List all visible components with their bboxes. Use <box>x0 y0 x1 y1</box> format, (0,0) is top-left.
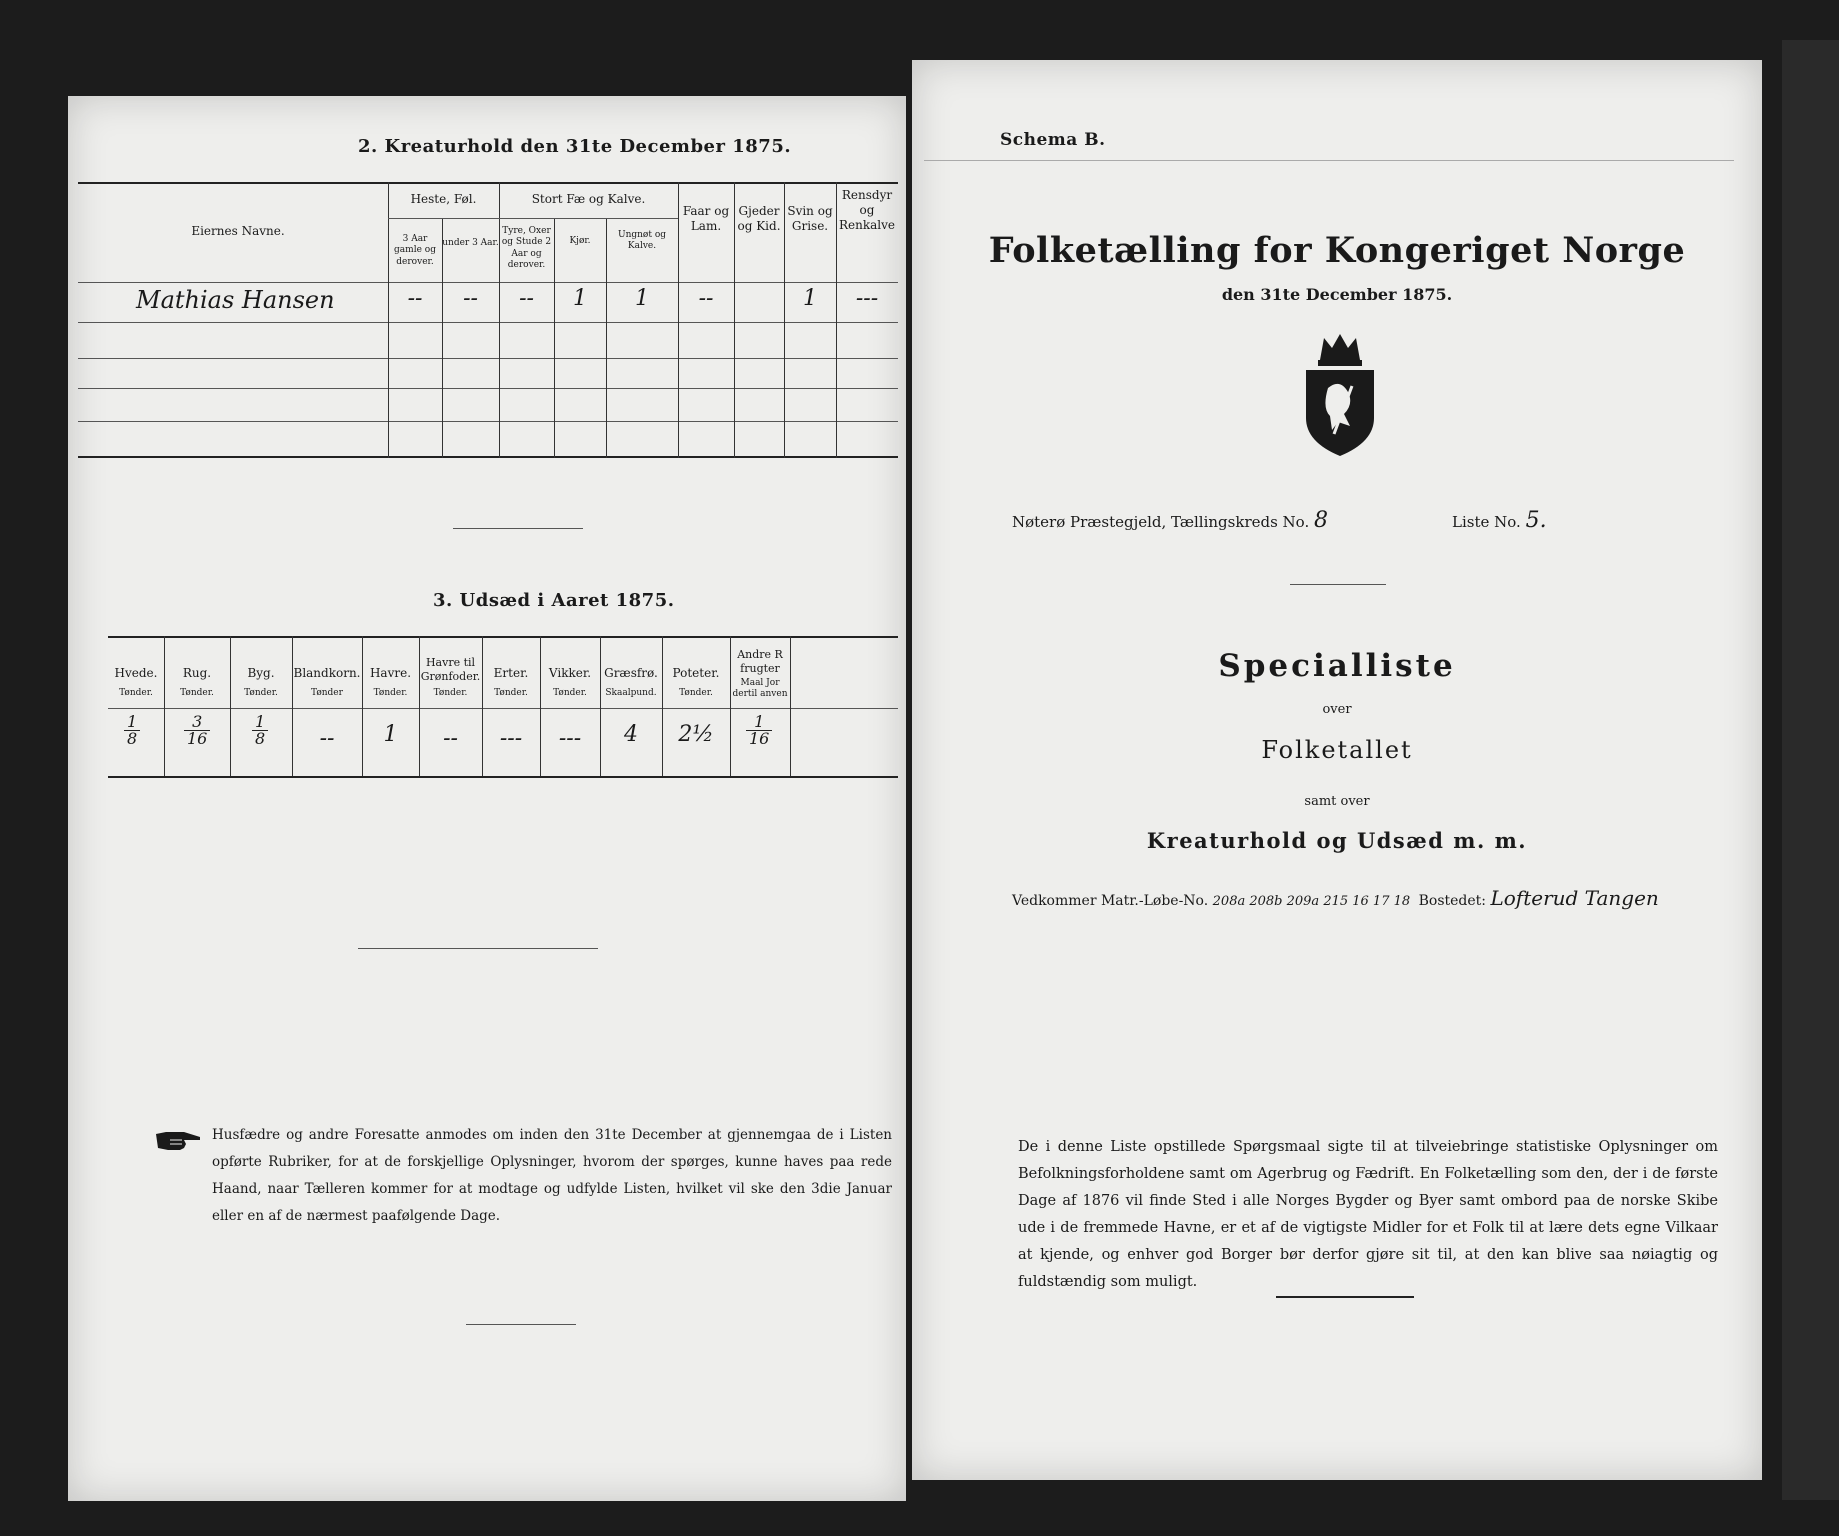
erter-unit: Tønder. <box>494 688 528 698</box>
byg-value: $\frac{1}{8}$ <box>252 714 268 747</box>
folketallet-text: Folketallet <box>1261 736 1413 764</box>
owner-name-value: Mathias Hansen <box>136 286 335 314</box>
separator-line <box>1276 1296 1414 1298</box>
vikker-unit: Tønder. <box>553 688 587 698</box>
list-line: Liste No. 5. <box>1452 508 1547 533</box>
bulls-header: Tyre, Oxer og Stude 2 Aar og derover. <box>501 226 552 270</box>
separator-line <box>358 948 598 949</box>
right-page <box>912 60 1762 1480</box>
young-cattle-value: 1 <box>635 286 649 311</box>
havre-header: Havre. <box>369 666 412 680</box>
reindeer-value: --- <box>855 286 879 311</box>
faint-rule <box>924 160 1734 161</box>
cows-value: 1 <box>573 286 587 311</box>
livestock-title: 2. Kreaturhold den 31te December 1875. <box>358 136 792 157</box>
census-explanation: De i denne Liste opstillede Spørgsmaal sigte til at tilveiebringe statistiske Oplysninger om Befolkningsforholdene samt om Agerbrug og Fædrift. En Folketælling som den, der i de første Dage af 1876 vil finde Sted i alle Norges Bygder og Byer samt ombord paa de norske Skibe ude i de fremmede Havne, er et af de vigtigste Midler for et Folk til at lære dets egne Vilkaar at kjende, og enhver god Borger bør derfor gjøre sit til, at den kan blive saa nøiagtig og fuldstændig som muligt. <box>1018 1139 1718 1290</box>
rug-unit: Tønder. <box>180 688 214 698</box>
rug-header: Rug. <box>182 666 212 680</box>
byg-header: Byg. <box>247 666 275 680</box>
owner-name-header: Eiernes Navne. <box>191 224 285 238</box>
separator-line <box>1290 584 1386 585</box>
page-edges <box>1782 40 1839 1500</box>
hvede-value: $\frac{1}{8}$ <box>124 714 140 747</box>
horses-young-header: under 3 Aar. <box>442 238 499 248</box>
poteter-value: 2½ <box>678 722 714 747</box>
horses-young-value: -- <box>463 286 478 311</box>
blandkorn-header: Blandkorn. <box>293 666 361 680</box>
separator-line <box>466 1324 576 1325</box>
census-title: Folketælling for Kongeriget Norge <box>988 230 1686 271</box>
left-page <box>68 96 906 1501</box>
blandkorn-value: -- <box>319 726 335 751</box>
pointing-hand-icon <box>154 1128 202 1154</box>
sheep-value: -- <box>698 286 714 311</box>
bulls-value: -- <box>519 286 534 311</box>
hvede-header: Hvede. <box>114 666 158 680</box>
district-line: Nøterø Præstegjeld, Tællingskreds No. 8 <box>1012 508 1328 533</box>
grasfro-header: Græsfrø. <box>604 666 658 680</box>
gronfoder-value: -- <box>443 726 458 751</box>
erter-value: --- <box>499 726 523 751</box>
byg-unit: Tønder. <box>244 688 278 698</box>
cows-header: Kjør. <box>569 236 591 246</box>
separator-line <box>453 528 583 529</box>
grasfro-value: 4 <box>624 722 638 747</box>
grasfro-unit: Skaalpund. <box>605 688 657 698</box>
vikker-value: --- <box>558 726 582 751</box>
census-subtitle: den 31te December 1875. <box>1221 285 1453 304</box>
matr-line: Vedkommer Matr.-Løbe-No. 208a 208b 209a 215 16 17 18 Bostedet: Lofterud Tangen <box>1012 886 1659 910</box>
cattle-header: Stort Fæ og Kalve. <box>531 192 646 206</box>
andre-unit: Maal Jor dertil anven <box>732 678 788 700</box>
horses-old-header: 3 Aar gamle og derover. <box>394 234 436 267</box>
rug-value: $\frac{3}{16}$ <box>184 714 210 747</box>
andre-value: $\frac{1}{16}$ <box>746 714 772 747</box>
havre-value: 1 <box>383 722 398 747</box>
over-text: over <box>1322 702 1352 717</box>
havre-unit: Tønder. <box>373 688 408 698</box>
bosted-value: Lofterud Tangen <box>1490 886 1659 910</box>
poteter-header: Poteter. <box>672 666 720 680</box>
schema-label: Schema B. <box>1000 130 1106 150</box>
goats-header: Gjeder og Kid. <box>737 204 781 233</box>
gronfoder-header: Havre til Grønfoder. <box>420 656 481 683</box>
horses-header: Heste, Føl. <box>410 192 477 206</box>
district-number: 8 <box>1314 508 1328 533</box>
erter-header: Erter. <box>493 666 529 680</box>
vikker-header: Vikker. <box>548 666 592 680</box>
norwegian-coat-of-arms <box>1294 330 1386 460</box>
samt-over-text: samt over <box>1304 794 1370 809</box>
reindeer-header: Rensdyr og Renkalve <box>838 188 895 232</box>
sheep-header: Faar og Lam. <box>682 204 730 233</box>
pigs-value: 1 <box>803 286 817 311</box>
hvede-unit: Tønder. <box>119 688 153 698</box>
pigs-header: Svin og Grise. <box>787 204 833 233</box>
list-number: 5. <box>1525 508 1547 533</box>
gronfoder-unit: Tønder. <box>433 688 468 698</box>
specialliste-title: Specialliste <box>1218 648 1456 684</box>
poteter-unit: Tønder. <box>679 688 713 698</box>
sowing-title: 3. Udsæd i Aaret 1875. <box>433 590 675 611</box>
instructions-notice: Husfædre og andre Foresatte anmodes om inden den 31te December at gjennemgaa de i Listen opførte Rubriker, for at de forskjellige Oplysninger, hvorom der spørges, kunne haves paa rede Haand, naar Tælleren kommer for at modtage og udfylde Listen, hvilket vil ske den 3die Januar eller en af de nærmest paafølgende Dage. <box>212 1127 892 1224</box>
andre-header: Andre R frugter <box>737 648 783 675</box>
blandkorn-unit: Tønder <box>311 688 343 698</box>
horses-old-value: -- <box>407 286 423 311</box>
matr-value: 208a 208b 209a 215 16 17 18 <box>1212 894 1411 909</box>
young-cattle-header: Ungnøt og Kalve. <box>617 230 666 252</box>
kreaturhold-text: Kreaturhold og Udsæd m. m. <box>1146 828 1528 853</box>
